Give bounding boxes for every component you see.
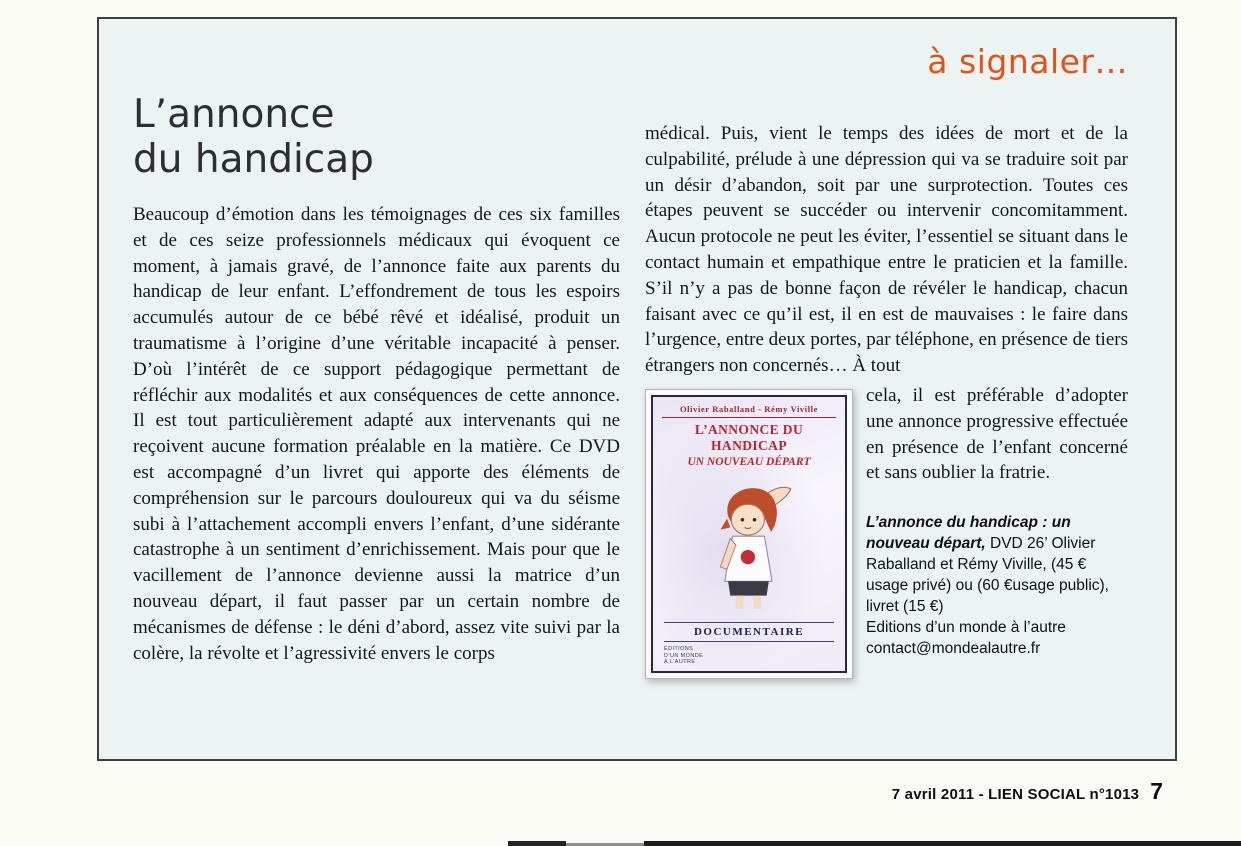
section-label: à signaler… [927,42,1128,81]
page-footer [892,778,1163,805]
dvd-cover-illustration [658,468,840,623]
caption-publisher: Editions d’un monde à l’autre [866,619,1066,637]
dvd-publisher-logo [664,646,840,666]
scan-edge-artifact [508,841,566,846]
dvd-and-caption-row [645,384,1128,679]
article-title [133,92,620,182]
caption-title: L’annonce du handicap : un nouveau départ, [866,514,1071,553]
footer-page-number: 7 [1150,778,1163,804]
dvd-publisher-line2: D’UN MONDE [664,652,704,659]
left-column [133,89,620,679]
footer-issue: 7 avril 2011 - LIEN SOCIAL n°1013 [891,786,1140,803]
article-title-line1: L’annonce [133,92,335,137]
article-columns [133,89,1128,679]
dvd-publisher-line1: ÉDITIONS [664,646,694,653]
wrap-text-column [866,383,1128,659]
right-column [645,89,1128,679]
article-body-right: médical. Puis, vient le temps des idées de mort et de la culpabilité, prélude à une dépression qui va se traduire soit par un désir d’abandon, soit par une surprotection. Toutes ces étapes peuvent se succéder ou intervenir concomitamment. Aucun protocole ne peut les éviter, l’essentiel se situant dans le contact humain et empathique entre le praticien et la famille. S’il n’y a pas de bonne façon de révéler le handicap, chacun faisant avec ce qu’il est, il en est de mauvaises : le faire dans l’urgence, entre deux portes, par téléphone, en présence de tiers étrangers non concernés… À tout [645,123,1128,377]
dvd-publisher-line3: À L’AUTRE [664,659,696,666]
article-body-continuation: cela, il est préférable d’adopter une annonce progressive effectuée en présence de l’enfant concerné et sans oublier la fratrie. [866,384,1128,484]
dvd-genre: DOCUMENTAIRE [664,622,834,642]
caption-email: contact@mondealautre.fr [866,640,1041,658]
dvd-cover [645,389,853,679]
dvd-caption [866,512,1128,659]
article-body-left: Beaucoup d’émotion dans les témoignages de ces six familles et de ces seize professionnels médicaux qui évoquent ce moment, à jamais gravé, de l’annonce faite aux parents du handicap de leur enfant. L’effondrement de tous les espoirs accumulés autour de ce bébé rêvé et idéalisé, produit un traumatisme à l’origine d’une véritable incapacité à penser. D’où l’intérêt de ce support pédagogique permettant de réfléchir aux modalités et aux conséquences de cette annonce. Il est tout particulièrement adapté aux intervenants qui ne reçoivent aucune formation préalable en la matière. Ce DVD est accompagné d’un livret qui apporte des éléments de compréhension sur le parcours douloureux qui va du séisme subi à l’attachement accompli envers l’enfant, d’une sidérante catastrophe à un sentiment d’enrichissement. Mais pour que le vacillement de l’annonce devienne aussi la matrice d’un nouveau départ, il faut passer par un certain nombre de mécanismes de défense : le déni d’abord, assez vite suivi par la colère, la révolte et l’agressivité envers le corps [133,204,620,664]
caption-body: DVD 26’ Olivier Raballand et Rémy Viville, (45 € usage privé) ou (60 €usage public), livret (15 €) [866,535,1109,616]
dvd-authors: Olivier Raballand - Rémy Viville [662,404,836,418]
dvd-title: L’ANNONCE DU HANDICAP [694,421,804,453]
article-title-line2: du handicap [133,137,374,182]
dvd-subtitle: UN NOUVEAU DÉPART [687,455,811,468]
dvd-cover-inner [651,395,847,673]
scan-edge-artifact [644,841,1241,846]
article-panel [97,17,1177,761]
